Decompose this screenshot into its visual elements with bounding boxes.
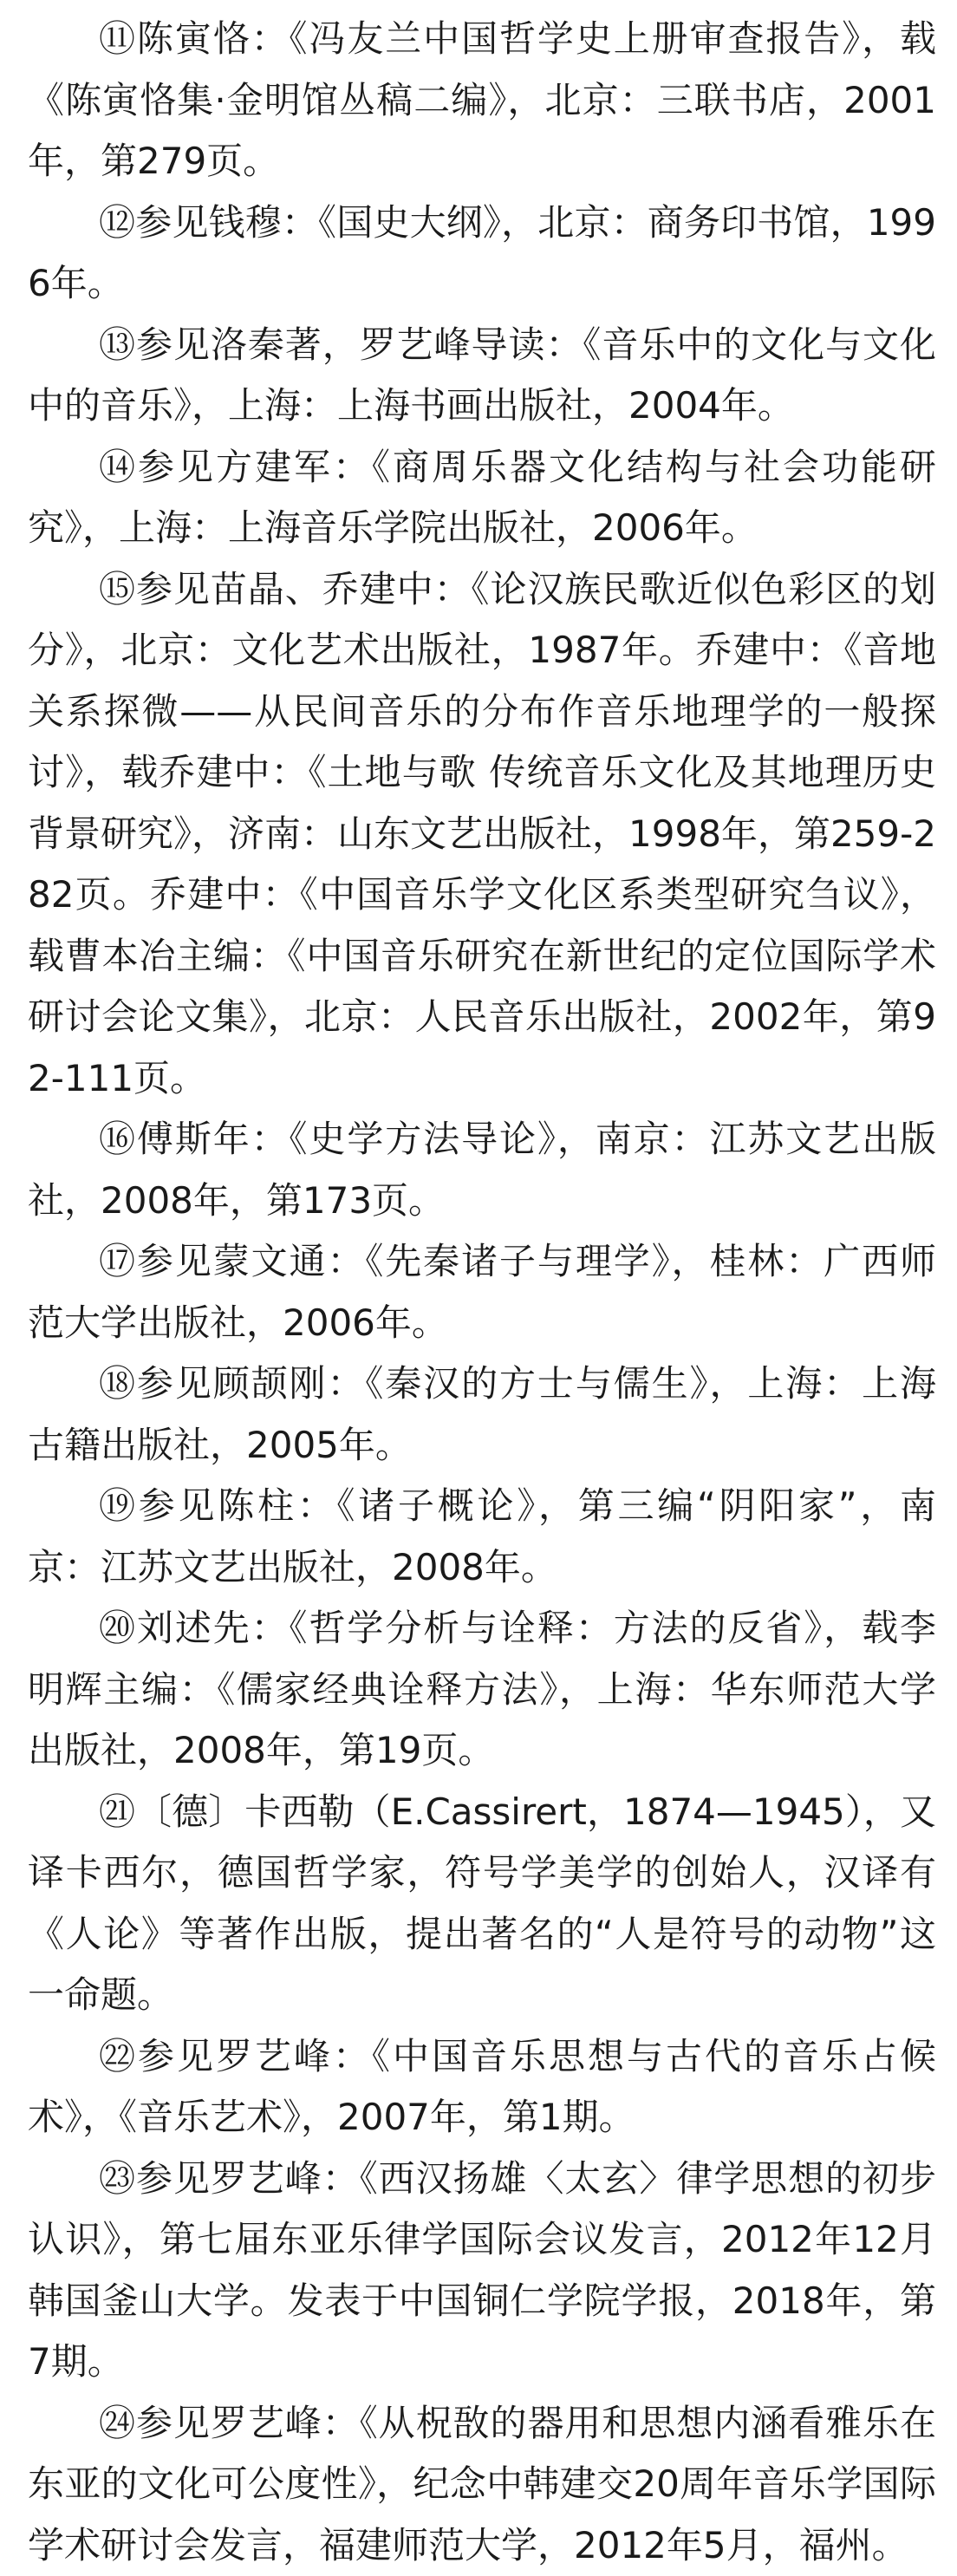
footnote-text: 参见罗艺峰：《西汉扬雄〈太玄〉律学思想的初步认识》，第七届东亚乐律学国际会议发言，2012年12月韩国釜山大学。发表于中国铜仁学院学报，2018年，第7期。: [28, 2157, 936, 2384]
footnote-text: 参见苗晶、乔建中：《论汉族民歌近似色彩区的划分》，北京：文化艺术出版社，1987年。乔建中：《音地关系探微——从民间音乐的分布作音乐地理学的一般探讨》，载乔建中：《土地与歌 传统音乐文化及其地理历史背景研究》，济南：山东文艺出版社，1998年，第259-282页。乔建中：《中国音乐学文化区系类型研究刍议》，载曹本冶主编：《中国音乐研究在新世纪的定位国际学术研讨会论文集》，北京：人民音乐出版社，2002年，第92-111页。: [28, 568, 936, 1099]
footnote-text: 刘述先：《哲学分析与诠释：方法的反省》，载李明辉主编：《儒家经典诠释方法》，上海：华东师范大学出版社，2008年，第19页。: [28, 1607, 936, 1771]
footnote-number: ⑰: [99, 1240, 137, 1282]
footnote-18: [28, 1353, 936, 1476]
footnote-15: [28, 559, 936, 1110]
footnote-16: [28, 1109, 936, 1231]
footnote-text: 〔德〕卡西勒（E.Cassirert，1874—1945），又译卡西尔，德国哲学家，符号学美学的创始人，汉译有《人论》等著作出版，提出著名的“人是符号的动物”这一命题。: [28, 1790, 936, 2017]
footnote-12: [28, 192, 936, 315]
footnote-23: [28, 2149, 936, 2393]
footnote-number: ⑳: [99, 1607, 137, 1649]
footnote-text: 参见钱穆：《国史大纲》，北京：商务印书馆，1996年。: [28, 201, 936, 305]
footnote-19: [28, 1476, 936, 1598]
footnote-11: [28, 9, 936, 192]
footnote-number: ⑮: [99, 568, 136, 610]
footnote-number: ⑬: [99, 323, 136, 366]
footnote-14: [28, 437, 936, 559]
footnote-number: ㉔: [99, 2402, 136, 2444]
footnote-number: ㉓: [99, 2157, 136, 2200]
footnotes-page: [28, 9, 936, 2576]
footnote-text: 参见陈柱：《诸子概论》，第三编“阴阳家”，南京：江苏文艺出版社，2008年。: [28, 1484, 936, 1588]
footnote-number: ⑱: [99, 1362, 137, 1405]
footnote-number: ⑯: [99, 1118, 137, 1160]
footnote-20: [28, 1598, 936, 1782]
footnote-text: 参见蒙文通：《先秦诸子与理学》，桂林：广西师范大学出版社，2006年。: [28, 1240, 936, 1344]
footnote-text: 傅斯年：《史学方法导论》，南京：江苏文艺出版社，2008年，第173页。: [28, 1118, 936, 1222]
footnote-number: ⑫: [99, 201, 135, 244]
footnote-text: 参见罗艺峰：《中国音乐思想与古代的音乐占候术》，《音乐艺术》，2007年，第1期。: [28, 2035, 936, 2139]
footnote-17: [28, 1231, 936, 1353]
footnote-text: 参见罗艺峰：《从柷敔的器用和思想内涵看雅乐在东亚的文化可公度性》，纪念中韩建交20周年音乐学国际学术研讨会发言，福建师范大学，2012年5月，福州。: [28, 2402, 936, 2566]
footnote-text: 参见洛秦著，罗艺峰导读：《音乐中的文化与文化中的音乐》，上海：上海书画出版社，2004年。: [28, 323, 936, 427]
footnote-number: ㉒: [99, 2035, 138, 2077]
footnote-number: ㉑: [99, 1790, 135, 1833]
footnote-24: [28, 2393, 936, 2576]
footnote-number: ⑲: [99, 1484, 139, 1527]
footnote-number: ⑭: [99, 446, 138, 488]
footnote-21: [28, 1782, 936, 2026]
footnote-number: ⑪: [99, 17, 137, 60]
footnote-text: 陈寅恪：《冯友兰中国哲学史上册审查报告》，载《陈寅恪集·金明馆丛稿二编》，北京：三联书店，2001年，第279页。: [28, 17, 936, 182]
footnote-text: 参见方建军：《商周乐器文化结构与社会功能研究》，上海：上海音乐学院出版社，2006年。: [28, 446, 936, 550]
footnote-text: 参见顾颉刚：《秦汉的方士与儒生》，上海：上海古籍出版社，2005年。: [28, 1362, 936, 1466]
footnote-22: [28, 2026, 936, 2149]
footnote-13: [28, 315, 936, 437]
